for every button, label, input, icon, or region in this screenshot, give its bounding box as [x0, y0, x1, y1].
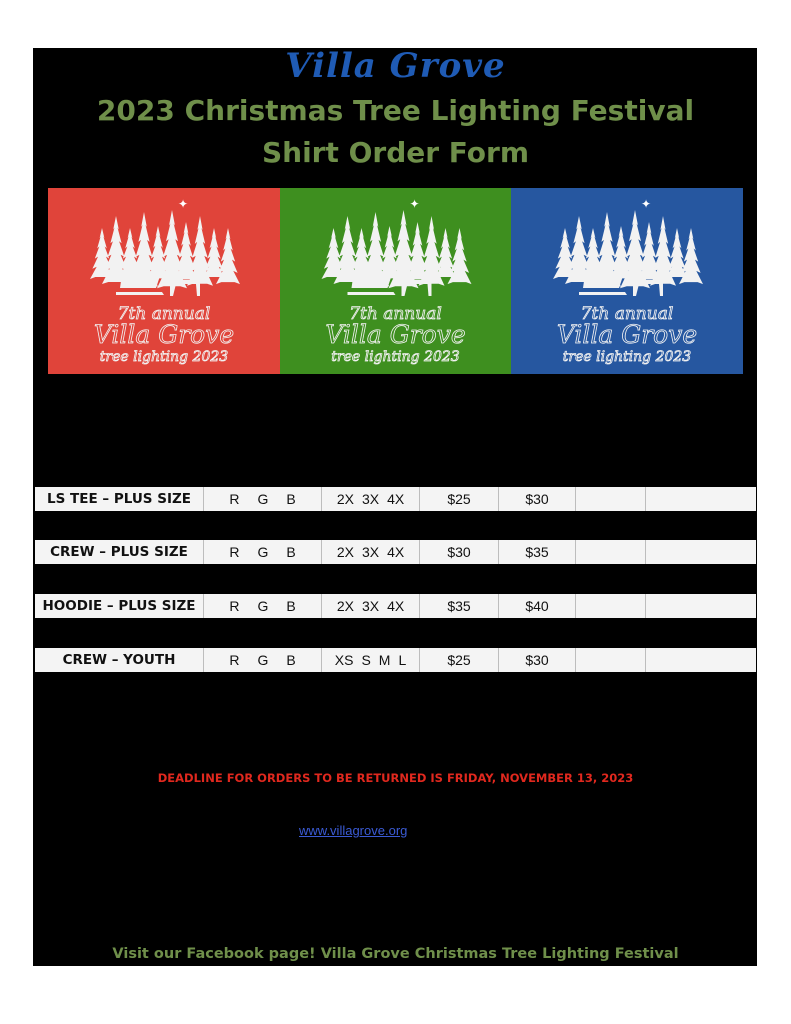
- product-name: LS TEE – PLUS SIZE: [35, 487, 204, 511]
- entry-field[interactable]: [646, 487, 756, 511]
- price-regular: $35: [420, 594, 499, 618]
- star-icon: ✦: [409, 197, 420, 211]
- color-option[interactable]: G: [257, 544, 269, 560]
- size-option[interactable]: 4X: [387, 598, 405, 614]
- size-option[interactable]: 2X: [336, 544, 354, 560]
- color-option[interactable]: B: [286, 544, 296, 560]
- price-alt: $40: [499, 594, 576, 618]
- color-option[interactable]: R: [229, 652, 240, 668]
- footer-facebook-note: Visit our Facebook page! Villa Grove Christmas Tree Lighting Festival: [112, 946, 679, 962]
- page-title: 2023 Christmas Tree Lighting Festival: [96, 94, 695, 127]
- color-option[interactable]: B: [286, 598, 296, 614]
- size-option[interactable]: 2X: [336, 491, 354, 507]
- table-row: [35, 648, 756, 672]
- color-option[interactable]: G: [257, 652, 269, 668]
- color-options[interactable]: [204, 648, 322, 672]
- size-options[interactable]: [322, 648, 420, 672]
- size-option[interactable]: M: [378, 652, 391, 668]
- color-option[interactable]: G: [257, 598, 269, 614]
- design-line-annual: 7th annual: [580, 304, 674, 324]
- design-line-event: tree lighting 2023: [562, 349, 692, 365]
- size-option[interactable]: 3X: [361, 598, 380, 614]
- shirt-panel-red: [48, 188, 280, 374]
- design-line-event: tree lighting 2023: [99, 349, 229, 365]
- shirt-panel-blue: [511, 188, 743, 374]
- color-options[interactable]: [204, 540, 322, 564]
- design-line-annual: 7th annual: [117, 304, 211, 324]
- color-option[interactable]: G: [257, 491, 269, 507]
- entry-field[interactable]: [646, 594, 756, 618]
- color-option[interactable]: R: [229, 598, 240, 614]
- color-option[interactable]: R: [229, 491, 240, 507]
- design-line-event: tree lighting 2023: [331, 349, 460, 365]
- size-options[interactable]: [322, 540, 420, 564]
- price-alt: $35: [499, 540, 576, 564]
- product-name: CREW – PLUS SIZE: [35, 540, 204, 564]
- entry-field[interactable]: [646, 648, 756, 672]
- size-option[interactable]: S: [361, 652, 371, 668]
- entry-field[interactable]: [576, 487, 646, 511]
- shirt-design-art: [48, 188, 280, 374]
- entry-field[interactable]: [576, 594, 646, 618]
- price-alt: $30: [499, 487, 576, 511]
- product-name: HOODIE – PLUS SIZE: [35, 594, 204, 618]
- price-regular: $30: [420, 540, 499, 564]
- color-option[interactable]: B: [286, 652, 296, 668]
- website-link[interactable]: www.villagrove.org: [299, 823, 408, 838]
- entry-field[interactable]: [576, 540, 646, 564]
- entry-field[interactable]: [646, 540, 756, 564]
- size-option[interactable]: 4X: [387, 544, 405, 560]
- color-option[interactable]: B: [286, 491, 296, 507]
- table-row: [35, 540, 756, 564]
- size-option[interactable]: 4X: [387, 491, 405, 507]
- color-options[interactable]: [204, 594, 322, 618]
- table-row: [35, 594, 756, 618]
- star-icon: ✦: [178, 197, 189, 211]
- brand-logo-text: Villa Grove: [285, 46, 506, 86]
- entry-field[interactable]: [576, 648, 646, 672]
- table-row: [35, 487, 756, 511]
- page-subtitle: Shirt Order Form: [261, 136, 530, 169]
- product-name: CREW – YOUTH: [35, 648, 204, 672]
- size-option[interactable]: L: [398, 652, 407, 668]
- price-regular: $25: [420, 648, 499, 672]
- price-alt: $30: [499, 648, 576, 672]
- deadline-notice: DEADLINE FOR ORDERS TO BE RETURNED IS FRIDAY, NOVEMBER 13, 2023: [157, 771, 634, 785]
- shirt-design-art: [511, 188, 743, 374]
- design-line-name: Villa Grove: [93, 320, 235, 349]
- shirt-panel-green: [280, 188, 511, 374]
- design-line-name: Villa Grove: [325, 320, 466, 349]
- size-options[interactable]: [322, 594, 420, 618]
- shirt-design-art: [280, 188, 511, 374]
- color-options[interactable]: [204, 487, 322, 511]
- size-option[interactable]: XS: [334, 652, 354, 668]
- price-regular: $25: [420, 487, 499, 511]
- color-option[interactable]: R: [229, 544, 240, 560]
- size-option[interactable]: 3X: [361, 544, 380, 560]
- star-icon: ✦: [641, 197, 652, 211]
- design-line-annual: 7th annual: [349, 304, 442, 324]
- design-line-name: Villa Grove: [556, 320, 698, 349]
- size-option[interactable]: 3X: [361, 491, 380, 507]
- size-option[interactable]: 2X: [336, 598, 354, 614]
- size-options[interactable]: [322, 487, 420, 511]
